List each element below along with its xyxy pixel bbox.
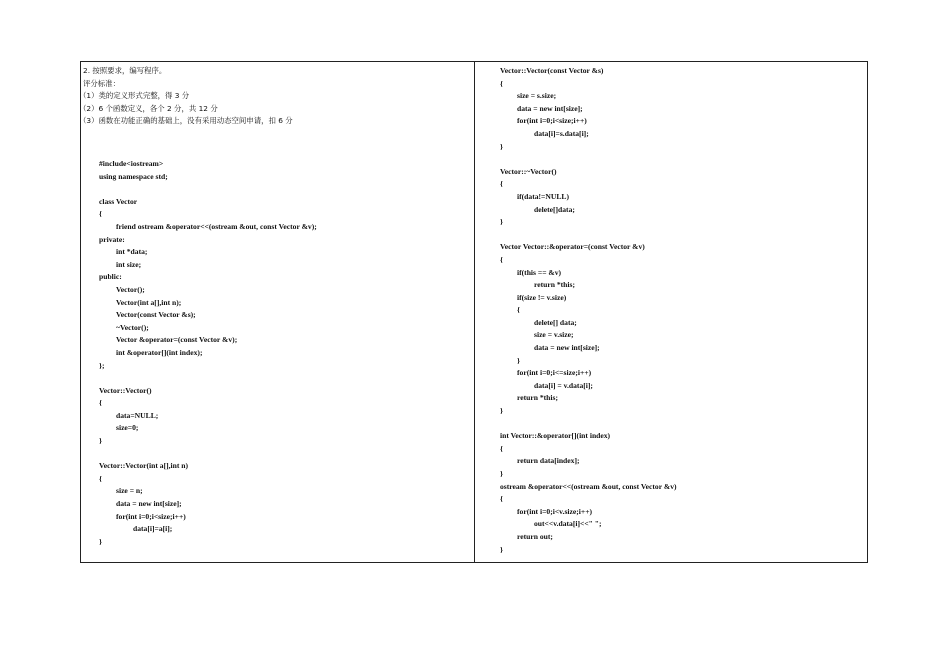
- code-line: data[i]=a[i];: [133, 524, 173, 534]
- right-code-block: [500, 65, 677, 556]
- code-line: Vector &operator=(const Vector &v);: [116, 335, 238, 345]
- code-line: ~Vector();: [116, 322, 149, 332]
- code-line: delete[] data;: [534, 317, 577, 327]
- code-line: Vector::Vector(const Vector &s): [500, 66, 604, 75]
- code-line: {: [99, 398, 102, 408]
- code-line: if(this == &v): [517, 267, 562, 277]
- code-line: using namespace std;: [99, 171, 168, 181]
- code-line: {: [500, 494, 503, 504]
- criteria-item-3: （3）函数在功能正确的基础上，没有采用动态空间申请，扣 6 分: [79, 116, 293, 126]
- code-line: out<<v.data[i]<<" ";: [534, 519, 602, 529]
- left-code-block: [99, 158, 317, 548]
- answer-sheet: [80, 61, 868, 563]
- code-line: {: [500, 78, 503, 88]
- code-line: {: [517, 305, 520, 315]
- code-line: int Vector::&operator[](int index): [500, 431, 611, 441]
- code-line: private:: [99, 234, 125, 244]
- code-line: friend ostream &operator<<(ostream &out, const Vector &v);: [116, 221, 317, 231]
- code-line: return *this;: [534, 280, 575, 290]
- code-line: data = new int[size];: [517, 103, 583, 113]
- code-line: {: [99, 209, 102, 219]
- code-line: [99, 183, 317, 196]
- code-line: int size;: [116, 259, 142, 269]
- code-line: };: [99, 360, 105, 370]
- code-line: {: [500, 179, 503, 189]
- code-line: Vector(const Vector &s);: [116, 310, 196, 320]
- code-line: for(int i=0;i<=size;i++): [517, 368, 592, 378]
- code-line: public:: [99, 272, 122, 282]
- code-line: {: [500, 254, 503, 264]
- column-divider: [474, 62, 475, 562]
- code-line: [500, 153, 677, 166]
- code-line: data[i]=s.data[i];: [534, 128, 589, 138]
- code-line: for(int i=0;i<size;i++): [116, 511, 186, 521]
- code-line: }: [500, 141, 503, 151]
- criteria-item-1: （1）类的定义形式完整，得 3 分: [79, 91, 190, 101]
- code-line: }: [500, 469, 503, 478]
- code-line: data=NULL;: [116, 410, 159, 420]
- code-line: data[i] = v.data[i];: [534, 380, 593, 390]
- code-line: size = v.size;: [534, 330, 574, 340]
- code-line: delete[]data;: [534, 204, 575, 214]
- code-line: }: [500, 217, 503, 227]
- code-line: Vector(int a[],int n);: [116, 297, 182, 307]
- code-line: int &operator[](int index);: [116, 347, 203, 357]
- code-line: }: [500, 544, 503, 554]
- spacer: [83, 128, 471, 141]
- code-line: }: [99, 536, 102, 546]
- code-line: if(size != v.size): [517, 292, 567, 302]
- code-line: class Vector: [99, 196, 138, 206]
- code-line: size = n;: [116, 486, 143, 496]
- code-line: Vector Vector::&operator=(const Vector &v): [500, 242, 645, 252]
- code-line: return data[index];: [517, 456, 580, 466]
- code-line: return out;: [517, 531, 553, 541]
- code-line: if(data!=NULL): [517, 191, 569, 201]
- code-line: [99, 448, 317, 461]
- code-line: {: [99, 473, 102, 483]
- code-line: Vector();: [116, 284, 145, 294]
- code-line: }: [500, 406, 503, 416]
- code-line: }: [517, 355, 520, 365]
- code-line: ostream &operator<<(ostream &out, const Vector &v): [500, 481, 677, 491]
- spacer: [83, 141, 471, 154]
- code-line: [500, 229, 677, 242]
- code-line: Vector::Vector(): [99, 385, 152, 395]
- code-line: data = new int[size];: [534, 343, 600, 353]
- code-line: data = new int[size];: [116, 499, 182, 509]
- criteria-item-2: （2）6 个函数定义，各个 2 分，共 12 分: [79, 103, 218, 113]
- code-line: size=0;: [116, 423, 139, 433]
- code-line: {: [500, 443, 503, 453]
- code-line: return *this;: [517, 393, 558, 403]
- code-line: for(int i=0;i<size;i++): [517, 116, 587, 126]
- code-line: [99, 372, 317, 385]
- code-line: Vector::~Vector(): [500, 166, 557, 176]
- code-line: size = s.size;: [517, 91, 557, 101]
- code-line: }: [99, 436, 102, 446]
- criteria-title: 评分标准：: [83, 78, 120, 88]
- code-line: for(int i=0;i<v.size;i++): [517, 506, 593, 516]
- code-line: #include<iostream>: [99, 159, 164, 168]
- left-column: [79, 65, 471, 546]
- code-line: [500, 418, 677, 431]
- code-line: int *data;: [116, 247, 148, 257]
- question-title: 2. 按照要求，编写程序。: [83, 66, 167, 75]
- code-line: Vector::Vector(int a[],int n): [99, 461, 189, 471]
